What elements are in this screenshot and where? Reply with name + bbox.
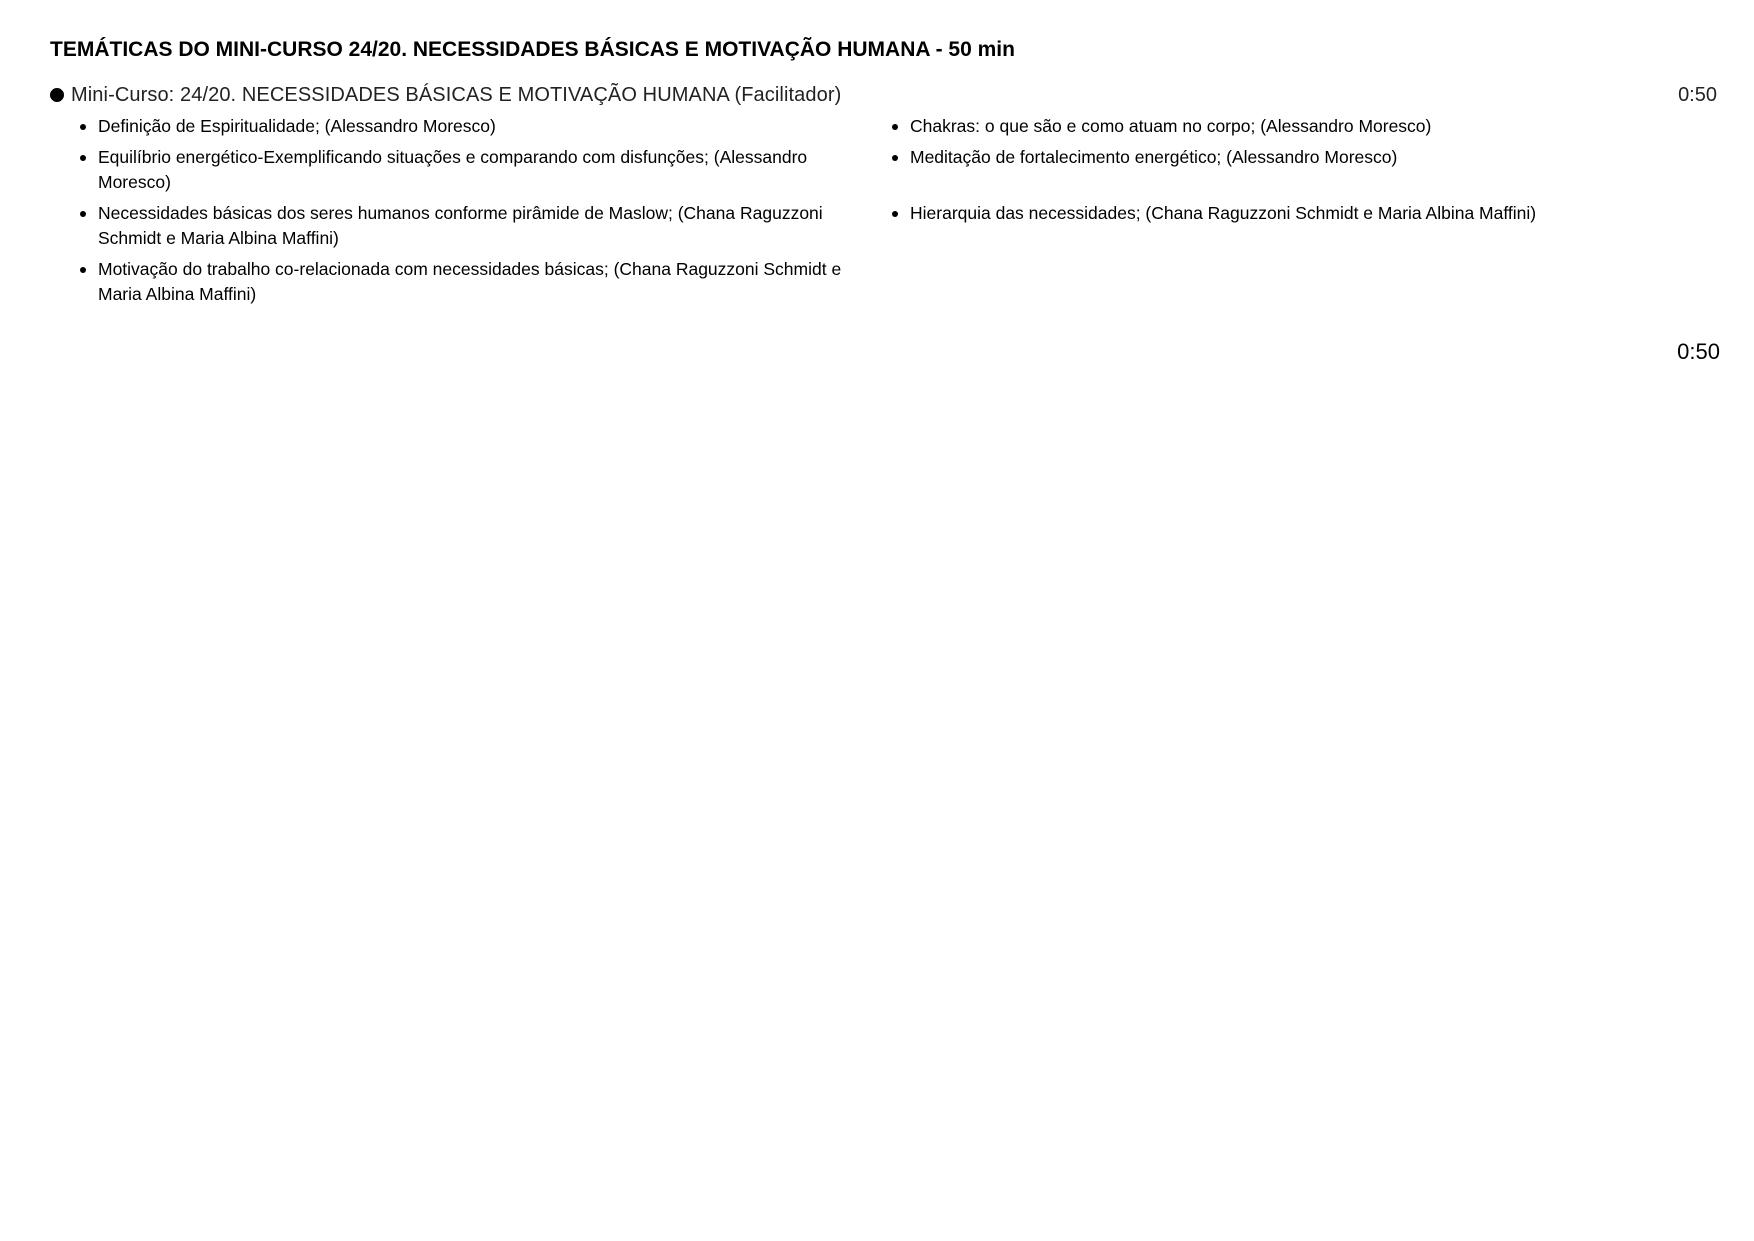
- document-title: TEMÁTICAS DO MINI-CURSO 24/20. NECESSIDADES BÁSICAS E MOTIVAÇÃO HUMANA - 50 min: [50, 38, 1015, 61]
- topic-item: [892, 114, 1692, 139]
- octagon-bullet-icon: [50, 88, 64, 102]
- topic-item: [80, 257, 862, 307]
- bullet-icon: [80, 155, 86, 161]
- topic-text: Necessidades básicas dos seres humanos conforme pirâmide de Maslow; (Chana Raguzzoni Schmidt e Maria Albina Maffini): [98, 203, 823, 248]
- session-row: [50, 82, 1717, 108]
- topic-text: Meditação de fortalecimento energético; (Alessandro Moresco): [910, 147, 1398, 167]
- document-page: [50, 36, 1717, 307]
- topic-item: [80, 114, 862, 139]
- bullet-icon: [892, 124, 898, 130]
- bullet-icon: [80, 124, 86, 130]
- bullet-icon: [80, 267, 86, 273]
- session-label: Mini-Curso: 24/20. NECESSIDADES BÁSICAS E MOTIVAÇÃO HUMANA (Facilitador): [71, 83, 842, 106]
- session-duration: 0:50: [1678, 84, 1717, 106]
- total-duration: 0:50: [1677, 339, 1720, 364]
- topic-item: [80, 145, 862, 195]
- topic-list: [50, 114, 1714, 307]
- bullet-icon: [80, 211, 86, 217]
- bullet-icon: [892, 155, 898, 161]
- topic-text: Motivação do trabalho co-relacionada com necessidades básicas; (Chana Raguzzoni Schmidt e Maria Albina Maffini): [98, 259, 842, 304]
- topic-item: [892, 145, 1692, 195]
- topic-text: Equilíbrio energético-Exemplificando situações e comparando com disfunções; (Alessandro Moresco): [98, 147, 808, 192]
- topic-text: Chakras: o que são e como atuam no corpo; (Alessandro Moresco): [910, 116, 1432, 136]
- bullet-icon: [892, 211, 898, 217]
- topic-text: Hierarquia das necessidades; (Chana Raguzzoni Schmidt e Maria Albina Maffini): [910, 203, 1537, 223]
- topic-item: [892, 201, 1692, 251]
- topic-text: Definição de Espiritualidade; (Alessandro Moresco): [98, 116, 496, 136]
- topic-item: [80, 201, 862, 251]
